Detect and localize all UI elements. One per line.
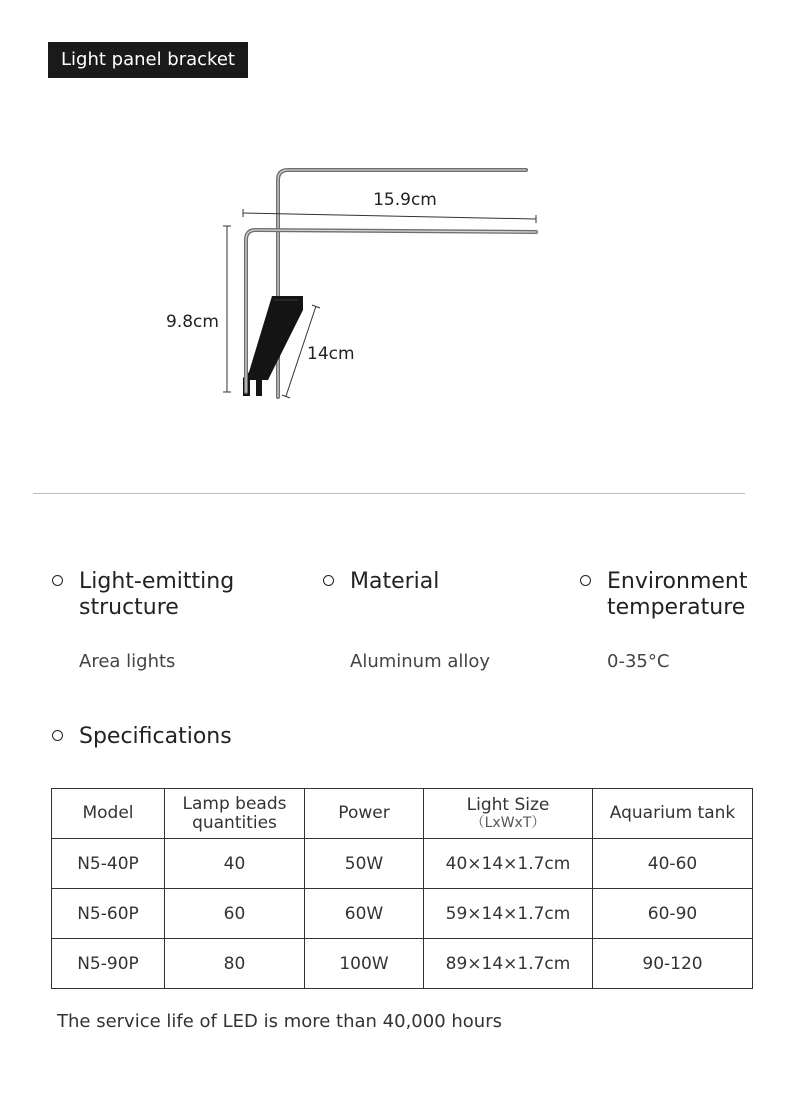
- table-header-row: [52, 789, 753, 839]
- height-dimension-line: [223, 226, 231, 392]
- column-header-lamp-beads: Lamp beads quantities: [165, 789, 305, 839]
- cell-power: 50W: [305, 839, 424, 889]
- column-header-power: Power: [305, 789, 424, 839]
- cell-aquarium-tank: 40-60: [593, 839, 753, 889]
- table-row: [52, 839, 753, 889]
- column-header-model: Model: [52, 789, 165, 839]
- column-header-aquarium-tank: Aquarium tank: [593, 789, 753, 839]
- cell-lamp-beads: 40: [165, 839, 305, 889]
- feature-value: Area lights: [79, 651, 176, 672]
- bracket-diagram: [0, 100, 790, 440]
- column-header-light-size: Light Size （LxWxT）: [424, 789, 593, 839]
- cell-lamp-beads: 80: [165, 939, 305, 989]
- width-dimension-line: [243, 209, 536, 223]
- cell-model: N5-40P: [52, 839, 165, 889]
- bullet-circle-icon: [52, 730, 63, 741]
- feature-title: Material: [350, 569, 440, 594]
- table-row: [52, 939, 753, 989]
- cell-power: 100W: [305, 939, 424, 989]
- cell-aquarium-tank: 60-90: [593, 889, 753, 939]
- specifications-heading: [52, 724, 352, 754]
- feature-title: Light-emitting structure: [79, 569, 235, 620]
- cell-aquarium-tank: 90-120: [593, 939, 753, 989]
- cell-light-size: 40×14×1.7cm: [424, 839, 593, 889]
- cell-model: N5-60P: [52, 889, 165, 939]
- specifications-title: Specifications: [79, 724, 232, 749]
- feature-value: 0-35°C: [607, 651, 670, 672]
- table-row: [52, 889, 753, 939]
- cell-model: N5-90P: [52, 939, 165, 989]
- section-divider: [33, 493, 745, 494]
- cell-power: 60W: [305, 889, 424, 939]
- cell-lamp-beads: 60: [165, 889, 305, 939]
- section-tag: Light panel bracket: [48, 42, 248, 78]
- bracket-clamp-base: [243, 296, 303, 396]
- width-dimension-label: 15.9cm: [373, 190, 437, 210]
- bullet-circle-icon: [52, 575, 63, 586]
- specifications-table: [51, 788, 753, 989]
- height-dimension-label: 9.8cm: [166, 312, 219, 332]
- feature-title: Environment temperature: [607, 569, 748, 620]
- bullet-circle-icon: [580, 575, 591, 586]
- bullet-circle-icon: [323, 575, 334, 586]
- depth-dimension-label: 14cm: [307, 344, 355, 364]
- led-lifetime-note: The service life of LED is more than 40,000 hours: [57, 1011, 502, 1032]
- cell-light-size: 59×14×1.7cm: [424, 889, 593, 939]
- cell-light-size: 89×14×1.7cm: [424, 939, 593, 989]
- feature-value: Aluminum alloy: [350, 651, 491, 672]
